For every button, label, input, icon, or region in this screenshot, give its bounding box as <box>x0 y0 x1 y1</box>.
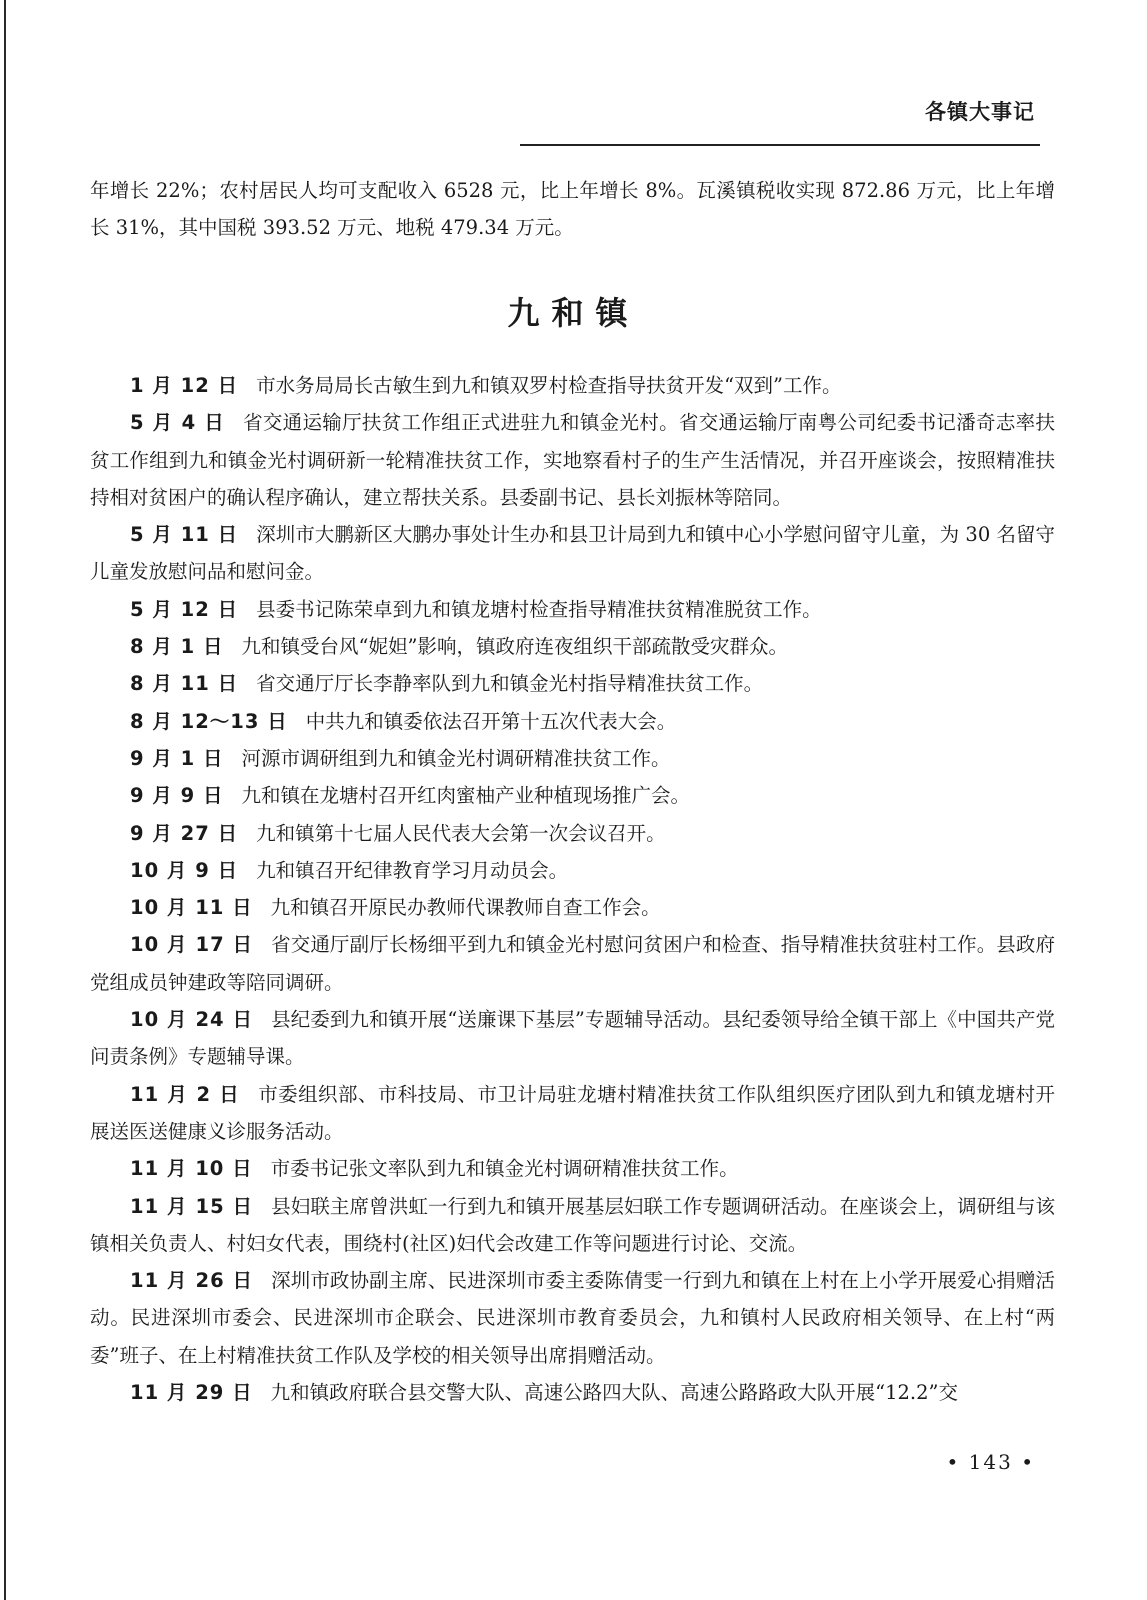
event-date: 5 月 4 日 <box>130 411 226 435</box>
event-date: 11 月 10 日 <box>130 1157 253 1181</box>
event-date: 9 月 1 日 <box>130 746 224 770</box>
continued-paragraph: 年增长 22%；农村居民人均可支配收入 6528 元，比上年增长 8%。瓦溪镇税收实现 872.86 万元，比上年增长 31%，其中国税 393.52 万元、地税 479.34 万元。 <box>90 179 1055 240</box>
event-entry <box>90 591 1055 628</box>
event-date: 11 月 29 日 <box>130 1381 253 1405</box>
event-text: 中共九和镇委依法召开第十五次代表大会。 <box>305 709 677 733</box>
event-entry <box>90 1188 1055 1263</box>
event-date: 11 月 26 日 <box>130 1269 254 1293</box>
event-entry <box>90 1262 1055 1374</box>
event-text: 九和镇第十七届人民代表大会第一次会议召开。 <box>256 821 666 845</box>
event-date: 9 月 27 日 <box>130 821 239 845</box>
event-text: 省交通厅厅长李静率队到九和镇金光村指导精准扶贫工作。 <box>256 672 764 696</box>
event-date: 9 月 9 日 <box>130 784 224 808</box>
event-date: 8 月 1 日 <box>130 635 224 659</box>
event-text: 九和镇召开原民办教师代课教师自查工作会。 <box>270 896 661 920</box>
event-entry <box>90 1150 1055 1187</box>
event-entry <box>90 1374 1055 1411</box>
event-date: 11 月 15 日 <box>130 1194 254 1218</box>
event-text: 九和镇政府联合县交警大队、高速公路四大队、高速公路路政大队开展“12.2”交 <box>270 1381 958 1405</box>
page-number: • 143 • <box>946 1450 1035 1474</box>
event-entry <box>90 665 1055 702</box>
event-date: 10 月 9 日 <box>130 858 239 882</box>
event-entry <box>90 852 1055 889</box>
event-date: 1 月 12 日 <box>130 374 239 397</box>
event-text: 九和镇在龙塘村召开红肉蜜柚产业种植现场推广会。 <box>241 784 691 808</box>
event-entry <box>90 703 1055 740</box>
event-text: 市委组织部、市科技局、市卫计局驻龙塘村精准扶贫工作队组织医疗团队到九和镇龙塘村开展送医送健康义诊服务活动。 <box>90 1082 1055 1143</box>
event-entry <box>90 1076 1055 1151</box>
event-entry <box>90 889 1055 926</box>
event-text: 市委书记张文率队到九和镇金光村调研精准扶贫工作。 <box>270 1157 739 1181</box>
event-date: 5 月 11 日 <box>130 523 239 547</box>
event-date: 10 月 11 日 <box>130 896 253 920</box>
section-title: 九和镇 <box>507 294 640 332</box>
event-text: 深圳市政协副主席、民进深圳市委主委陈倩雯一行到九和镇在上村在上小学开展爱心捐赠活动。民进深圳市委会、民进深圳市企联会、民进深圳市教育委员会，九和镇村人民政府相关领导、在上村“两委”班子、在上村精准扶贫工作队及学校的相关领导出席捐赠活动。 <box>90 1269 1055 1367</box>
running-header: 各镇大事记 <box>925 100 1035 124</box>
event-entry <box>90 926 1055 1001</box>
event-entry <box>90 740 1055 777</box>
event-text: 省交通运输厅扶贫工作组正式进驻九和镇金光村。省交通运输厅南粤公司纪委书记潘奇志率扶贫工作组到九和镇金光村调研新一轮精准扶贫工作，实地察看村子的生产生活情况，并召开座谈会，按照精准扶持相对贫困户的确认程序确认，建立帮扶关系。县委副书记、县长刘振林等陪同。 <box>90 411 1055 509</box>
event-list <box>90 367 1055 1411</box>
event-text: 深圳市大鹏新区大鹏办事处计生办和县卫计局到九和镇中心小学慰问留守儿童，为 30 名留守儿童发放慰问品和慰问金。 <box>90 523 1055 584</box>
event-text: 县纪委到九和镇开展“送廉课下基层”专题辅导活动。县纪委领导给全镇干部上《中国共产党问责条例》专题辅导课。 <box>90 1008 1055 1069</box>
event-text: 九和镇召开纪律教育学习月动员会。 <box>256 858 569 882</box>
event-entry <box>90 628 1055 665</box>
continued-paragraph-block <box>90 172 1055 247</box>
event-entry <box>90 404 1055 516</box>
event-text: 县妇联主席曾洪虹一行到九和镇开展基层妇联工作专题调研活动。在座谈会上，调研组与该镇相关负责人、村妇女代表，围绕村(社区)妇代会改建工作等问题进行讨论、交流。 <box>90 1194 1055 1255</box>
event-text: 省交通厅副厅长杨细平到九和镇金光村慰问贫困户和检查、指导精准扶贫驻村工作。县政府党组成员钟建政等陪同调研。 <box>90 933 1055 994</box>
event-text: 九和镇受台风“妮妲”影响，镇政府连夜组织干部疏散受灾群众。 <box>241 635 788 659</box>
event-entry <box>90 516 1055 591</box>
event-text: 市水务局局长古敏生到九和镇双罗村检查指导扶贫开发“双到”工作。 <box>256 374 842 397</box>
event-entry <box>90 815 1055 852</box>
event-date: 8 月 12～13 日 <box>130 709 288 733</box>
header-rule <box>520 144 1040 146</box>
binding-edge-line <box>4 0 6 1600</box>
event-date: 11 月 2 日 <box>130 1082 241 1106</box>
event-text: 县委书记陈荣卓到九和镇龙塘村检查指导精准扶贫精准脱贫工作。 <box>256 597 822 621</box>
event-entry <box>90 367 1055 404</box>
event-date: 10 月 17 日 <box>130 933 254 957</box>
event-entry <box>90 1001 1055 1076</box>
event-text: 河源市调研组到九和镇金光村调研精准扶贫工作。 <box>241 746 671 770</box>
event-date: 8 月 11 日 <box>130 672 239 696</box>
event-entry <box>90 777 1055 814</box>
event-date: 5 月 12 日 <box>130 597 239 621</box>
event-date: 10 月 24 日 <box>130 1008 254 1032</box>
